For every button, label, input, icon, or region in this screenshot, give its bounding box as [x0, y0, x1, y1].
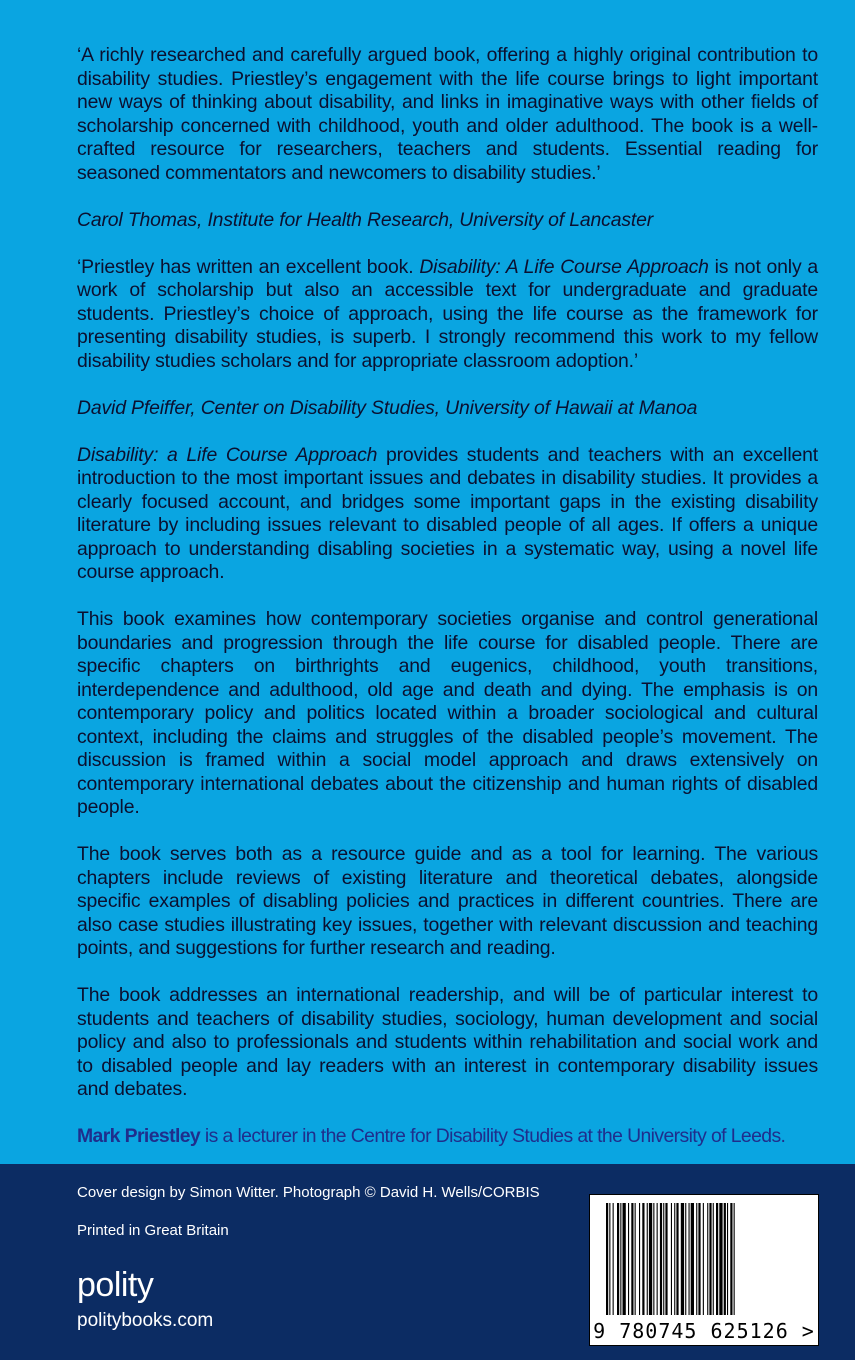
- barcode-bar: [691, 1203, 694, 1315]
- barcode-bar: [609, 1203, 610, 1315]
- quote-attribution: Carol Thomas, Institute for Health Research, University of Lancaster: [77, 208, 654, 231]
- description-paragraph-4: The book addresses an international readership, and will be of particular interest to students and teachers of disability studies, sociology, human development and social policy and also to professionals and students within rehabilitation and social work and to disabled people and lay readers with an interest in contemporary disability issues and debates.: [77, 984, 818, 1100]
- barcode-bar: [730, 1203, 732, 1315]
- barcode-bar: [689, 1203, 690, 1315]
- barcode-bar: [617, 1203, 619, 1315]
- barcode-bar: [647, 1203, 648, 1315]
- barcode-bar: [665, 1203, 667, 1315]
- barcode-bar: [653, 1203, 654, 1315]
- barcode-bar: [727, 1203, 728, 1315]
- barcode-bar: [724, 1203, 726, 1315]
- quote-book-title: Disability: A Life Course Approach: [419, 255, 709, 278]
- barcode-bar: [620, 1203, 621, 1315]
- quote-text: [77, 256, 818, 374]
- footer-band: [0, 1164, 855, 1360]
- cover-text: [77, 44, 818, 1172]
- barcode-bar: [671, 1203, 672, 1315]
- barcode-bar: [713, 1203, 714, 1315]
- quote-attribution: David Pfeiffer, Center on Disability Studies, University of Hawaii at Manoa: [77, 396, 698, 419]
- description-paragraph-3: The book serves both as a resource guide and as a tool for learning. The various chapters include reviews of existing literature and theoretical debates, alongside specific examples of disabling policies and practices in different countries. There are also case studies illustrating key issues, together with relevant discussion and teaching points, and suggestions for further research and reading.: [77, 843, 818, 959]
- isbn-barcode: [589, 1194, 819, 1346]
- barcode-bar: [674, 1203, 675, 1315]
- barcode-bar: [639, 1203, 640, 1315]
- barcode-bar: [685, 1203, 686, 1315]
- barcode-bar: [734, 1203, 735, 1315]
- printed-in: Printed in Great Britain: [77, 1222, 229, 1239]
- description-text: provides students and teachers with an excellent introduction to the most important issues and debates in disability studies. It provides a clearly focused account, and bridges some important gaps in the existing disability literature by including issues relevant to disabled people of all ages. If offers a unique approach to understanding disabling societies in a systematic way, using a novel life course approach.: [77, 443, 818, 583]
- quote-text: ‘A richly researched and carefully argued book, offering a highly original contribution to disability studies. Priestley’s engagement with the life course brings to light important new ways of thinking about disability, and links in imaginative ways with other fields of scholarship concerned with childhood, youth and older adulthood. The book is a well-crafted resource for researchers, teachers and students. Essential reading for seasoned commentators and newcomers to disability studies.’: [77, 44, 818, 184]
- review-quote-1: [77, 44, 818, 232]
- author-bio: [77, 1125, 818, 1149]
- author-name: Mark Priestley: [77, 1125, 201, 1147]
- quote-text-start: ‘Priestley has written an excellent book.: [77, 255, 420, 278]
- barcode-bar: [663, 1203, 664, 1315]
- barcode-bars: [606, 1203, 802, 1315]
- barcode-bar: [657, 1203, 658, 1315]
- barcode-bar: [719, 1203, 722, 1315]
- barcode-bar: [628, 1203, 629, 1315]
- barcode-bar: [698, 1203, 700, 1315]
- barcode-bar: [696, 1203, 697, 1315]
- barcode-bar: [642, 1203, 644, 1315]
- barcode-bar: [631, 1203, 633, 1315]
- isbn-number: 9 780745 625126 >: [593, 1319, 815, 1343]
- barcode-bar: [676, 1203, 678, 1315]
- description-paragraph-2: This book examines how contemporary societies organise and control generational boundaries and progression through the life course for disabled people. There are specific chapters on birthrights and eugenics, childhood, youth transitions, interdependence and adulthood, old age and death and dying. The emphasis is on contemporary policy and politics located within a broader sociological and cultural context, including the claims and struggles of the disabled people’s movement. The discussion is framed within a social model approach and draws extensively on contemporary international debates about the citizenship and human rights of disabled people.: [77, 608, 818, 818]
- barcode-bar: [681, 1203, 684, 1315]
- barcode-bar: [613, 1203, 614, 1315]
- publisher-website: politybooks.com: [77, 1310, 214, 1331]
- description-paragraph-1: [77, 444, 818, 585]
- author-bio-text: is a lecturer in the Centre for Disability Studies at the University of Leeds.: [200, 1125, 786, 1147]
- barcode-bar: [709, 1203, 711, 1315]
- publisher-logo: polity: [77, 1266, 154, 1304]
- barcode-bar: [707, 1203, 708, 1315]
- barcode-bar: [649, 1203, 652, 1315]
- review-quote-2: [77, 256, 818, 421]
- quote-text-end: is not only a work of scholarship but also an accessible text for undergraduate and graduate students. Priestley’s choice of approach, using the life course as the framework for presenting disability studies, is superb. I strongly recommend this work to my fellow disability studies scholars and for appropriate classroom adoption.’: [77, 255, 818, 372]
- barcode-bar: [660, 1203, 662, 1315]
- barcode-bar: [703, 1203, 704, 1315]
- book-title: Disability: a Life Course Approach: [77, 443, 378, 466]
- barcode-bar: [623, 1203, 626, 1315]
- barcode-bar: [716, 1203, 718, 1315]
- barcode-bar: [635, 1203, 636, 1315]
- barcode-bar: [606, 1203, 608, 1315]
- cover-credit: Cover design by Simon Witter. Photograph © David H. Wells/CORBIS: [77, 1184, 540, 1201]
